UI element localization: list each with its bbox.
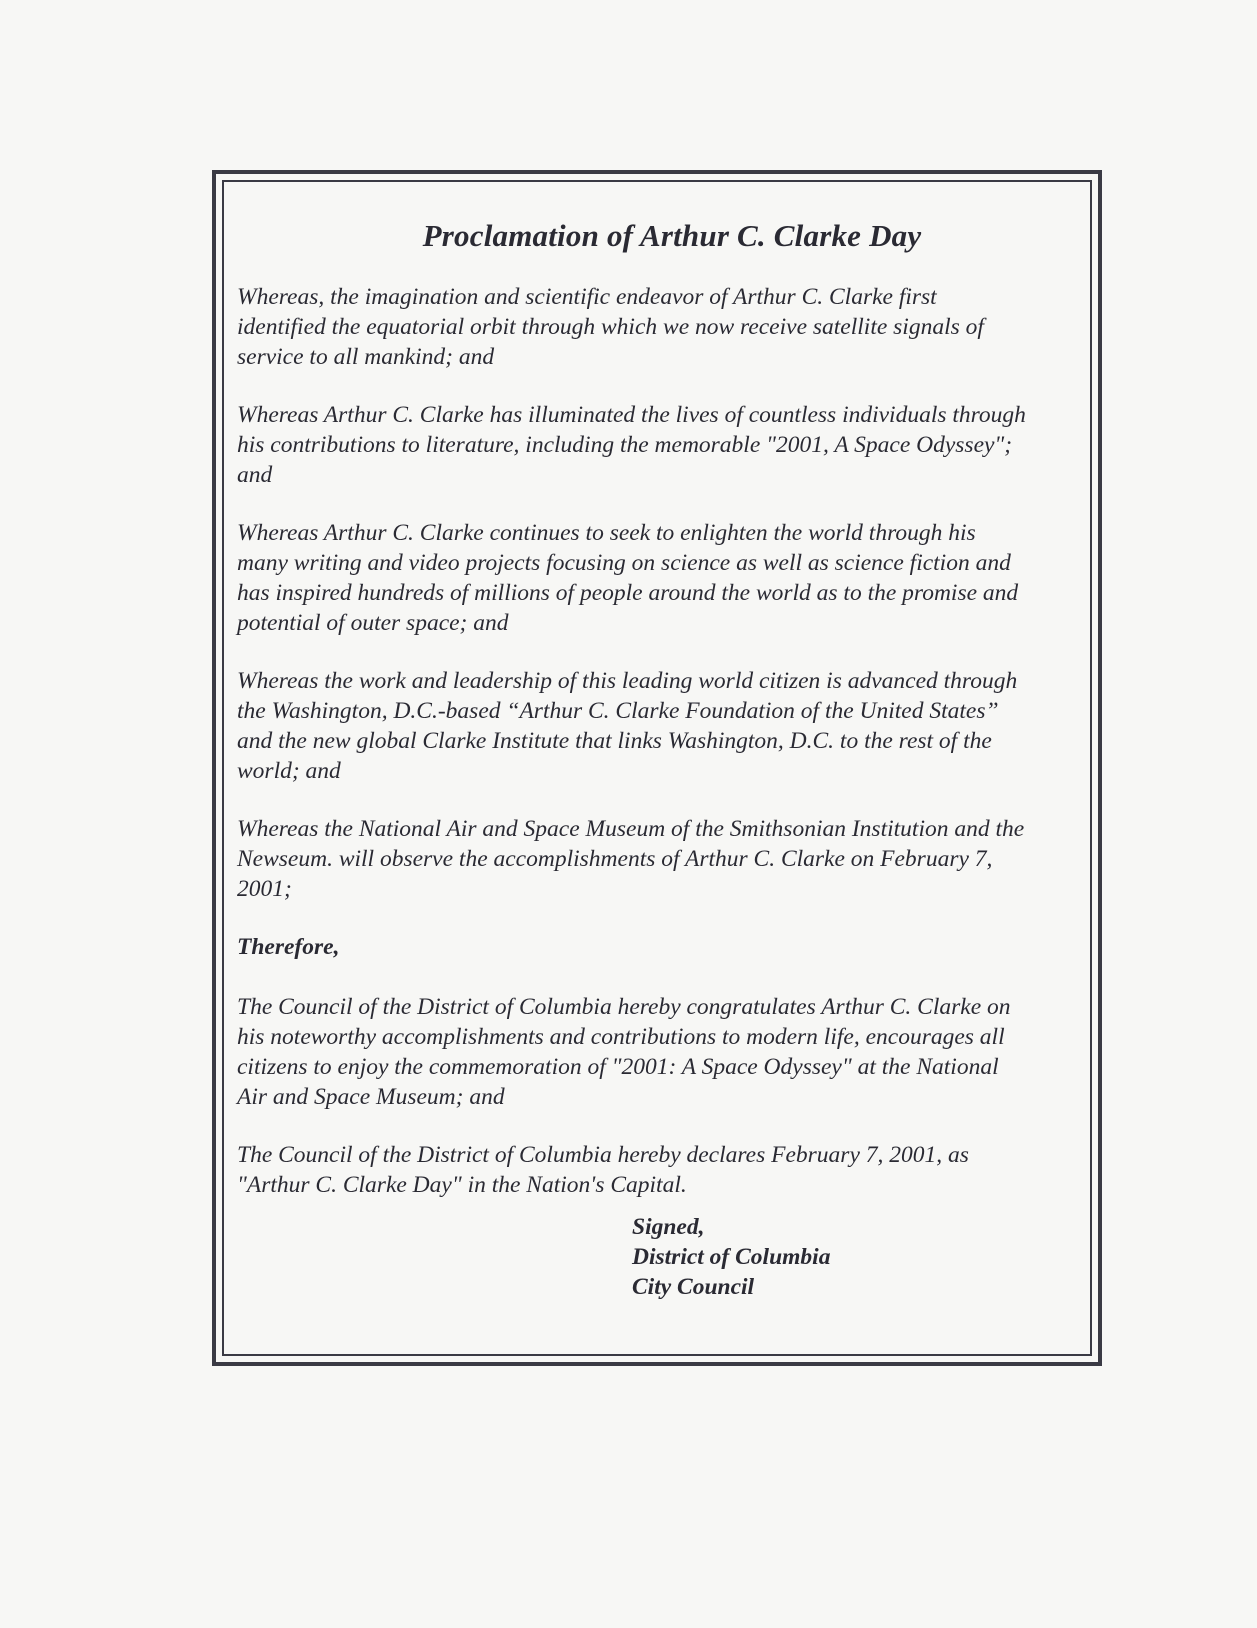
therefore-heading: Therefore, — [237, 934, 340, 960]
whereas-paragraph-2: Whereas Arthur C. Clarke has illuminated the lives of countless individuals through his contributions to literature, including the memorable "2001, A Space Odyssey"; and — [237, 402, 1026, 488]
whereas-paragraph-3: Whereas Arthur C. Clarke continues to seek to enlighten the world through his many writing and video projects focusing on science as well as science fiction and has inspired hundreds of millions of people around the world as to the promise and potential of outer space; and — [237, 520, 1019, 636]
page-title: Proclamation of Arthur C. Clarke Day — [422, 218, 922, 253]
whereas-paragraph-1: Whereas, the imagination and scientific endeavor of Arthur C. Clarke first identified the equatorial orbit through which we now receive satellite signals of service to all mankind; and — [237, 284, 984, 370]
signature-line-council: City Council — [632, 1274, 755, 1300]
resolution-paragraph-1: The Council of the District of Columbia hereby congratulates Arthur C. Clarke on his noteworthy accomplishments and contributions to modern life, encourages all citizens to enjoy the commemoration of "2001: A Space Odyssey" at the National Air and Space Museum; and — [237, 994, 1011, 1110]
signature-block — [632, 1212, 830, 1302]
proclamation-body — [237, 218, 1087, 1228]
whereas-paragraph-5: Whereas the National Air and Space Museum of the Smithsonian Institution and the Newseum. will observe the accomplishments of Arthur C. Clarke on February 7, 2001; — [237, 816, 1025, 902]
whereas-paragraph-4: Whereas the work and leadership of this leading world citizen is advanced through the Washington, D.C.-based “Arthur C. Clarke Foundation of the United States” and the new global Clarke Institute that links Washington, D.C. to the rest of the world; and — [237, 668, 1018, 784]
resolution-paragraph-2: The Council of the District of Columbia hereby declares February 7, 2001, as "Arthur C. Clarke Day" in the Nation's Capital. — [237, 1142, 969, 1198]
signature-line-signed: Signed, — [632, 1214, 705, 1240]
signature-line-district: District of Columbia — [632, 1244, 831, 1270]
